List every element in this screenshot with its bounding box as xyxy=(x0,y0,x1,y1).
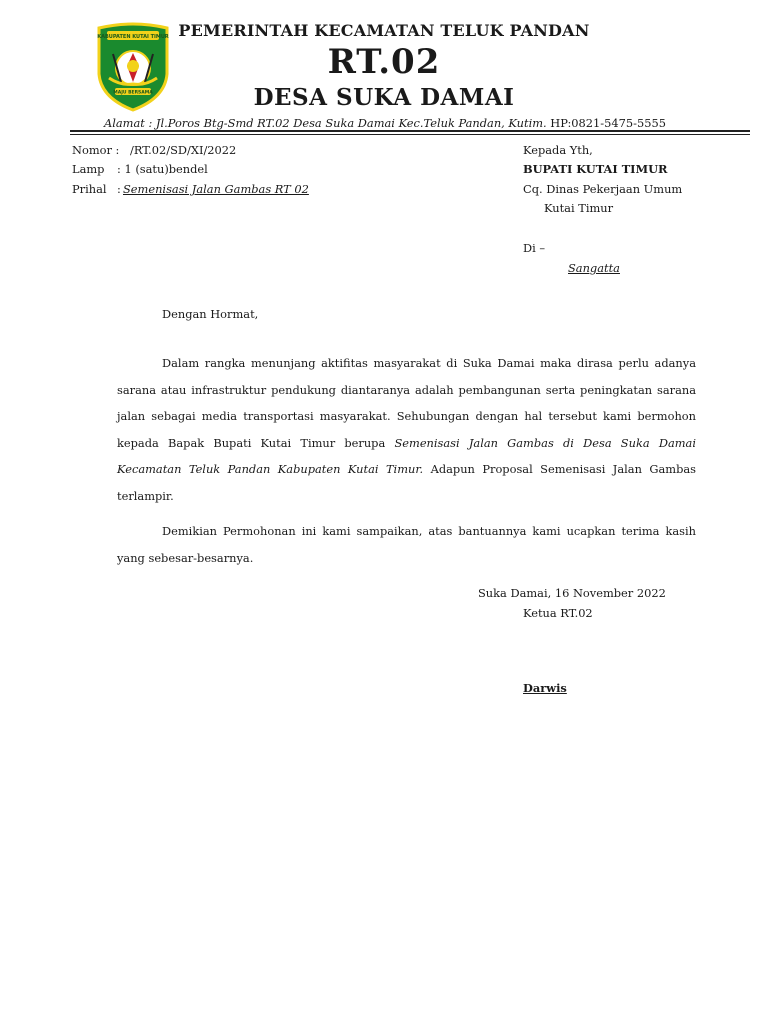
p1-line-2: sarana atau infrastruktur pendukung diantaranya adalah pembangunan serta peningkatan sarana xyxy=(117,382,696,397)
p1-line-5b: Adapun Proposal Semenisasi Jalan Gambas xyxy=(430,462,697,476)
header-rule-thick xyxy=(70,130,750,132)
recipient-place: Sangatta xyxy=(568,261,620,275)
prihal-colon: : xyxy=(117,182,121,196)
recipient-name: BUPATI KUTAI TIMUR xyxy=(523,162,668,176)
logo-motto-text: MAJU BERSAMA xyxy=(113,90,153,96)
body-paragraph-1 xyxy=(117,350,696,509)
signature-name: Darwis xyxy=(523,681,567,695)
p1-line-4a: kepada Bapak Bupati Kutai Timur berupa xyxy=(117,435,386,450)
p2-line-2: yang sebesar-besarnya. xyxy=(117,550,254,565)
p1-line-5 xyxy=(117,456,696,483)
nomor-value: /RT.02/SD/XI/2022 xyxy=(130,143,237,157)
header-rule-thin xyxy=(70,134,750,135)
lamp-label: Lamp xyxy=(72,162,105,176)
p1-line-3: jalan sebagai media transportasi masyarakat. Sehubungan dengan hal tersebut kami bermohon xyxy=(117,409,696,423)
logo-banner-text: KABUPATEN KUTAI TIMUR xyxy=(97,34,169,40)
nomor-label: Nomor : xyxy=(72,143,120,157)
lamp-value: : 1 (satu)bendel xyxy=(117,162,208,176)
phone-text: HP:0821-5475-5555 xyxy=(550,116,666,130)
government-title xyxy=(0,21,768,40)
p2-line-1: Demikian Permohonan ini kami sampaikan, atas bantuannya kami ucapkan terima kasih xyxy=(162,524,696,538)
village-title: DESA SUKA DAMAI xyxy=(253,84,515,111)
rt-title: RT.02 xyxy=(327,42,441,82)
p1-line-1: Dalam rangka menunjang aktifitas masyarakat di Suka Damai maka dirasa perlu adanya xyxy=(162,356,696,370)
address-line xyxy=(104,116,666,130)
recipient-via: Cq. Dinas Pekerjaan Umum xyxy=(523,182,683,196)
prihal-label: Prihal xyxy=(72,182,107,196)
body-paragraph-2 xyxy=(117,518,696,571)
p1-line-4 xyxy=(117,430,696,457)
recipient-greeting: Kepada Yth, xyxy=(523,143,593,157)
recipient-di: Di – xyxy=(523,241,546,255)
prihal-value: Semenisasi Jalan Gambas RT 02 xyxy=(123,182,309,196)
salutation: Dengan Hormat, xyxy=(162,307,259,321)
p1-line-4b: Semenisasi Jalan Gambas di Desa Suka Damai xyxy=(394,435,696,450)
signature-place-date: Suka Damai, 16 November 2022 xyxy=(478,586,666,600)
p1-line-5a: Kecamatan Teluk Pandan Kabupaten Kutai Timur. xyxy=(117,462,424,476)
signature-position: Ketua RT.02 xyxy=(523,606,593,620)
p1-line-6: terlampir. xyxy=(117,488,174,503)
address-text: Alamat : Jl.Poros Btg-Smd RT.02 Desa Suka Damai Kec.Teluk Pandan, Kutim. xyxy=(104,116,547,130)
recipient-via-region: Kutai Timur xyxy=(544,201,614,215)
government-title-text: PEMERINTAH KECAMATAN TELUK PANDAN xyxy=(178,21,590,40)
